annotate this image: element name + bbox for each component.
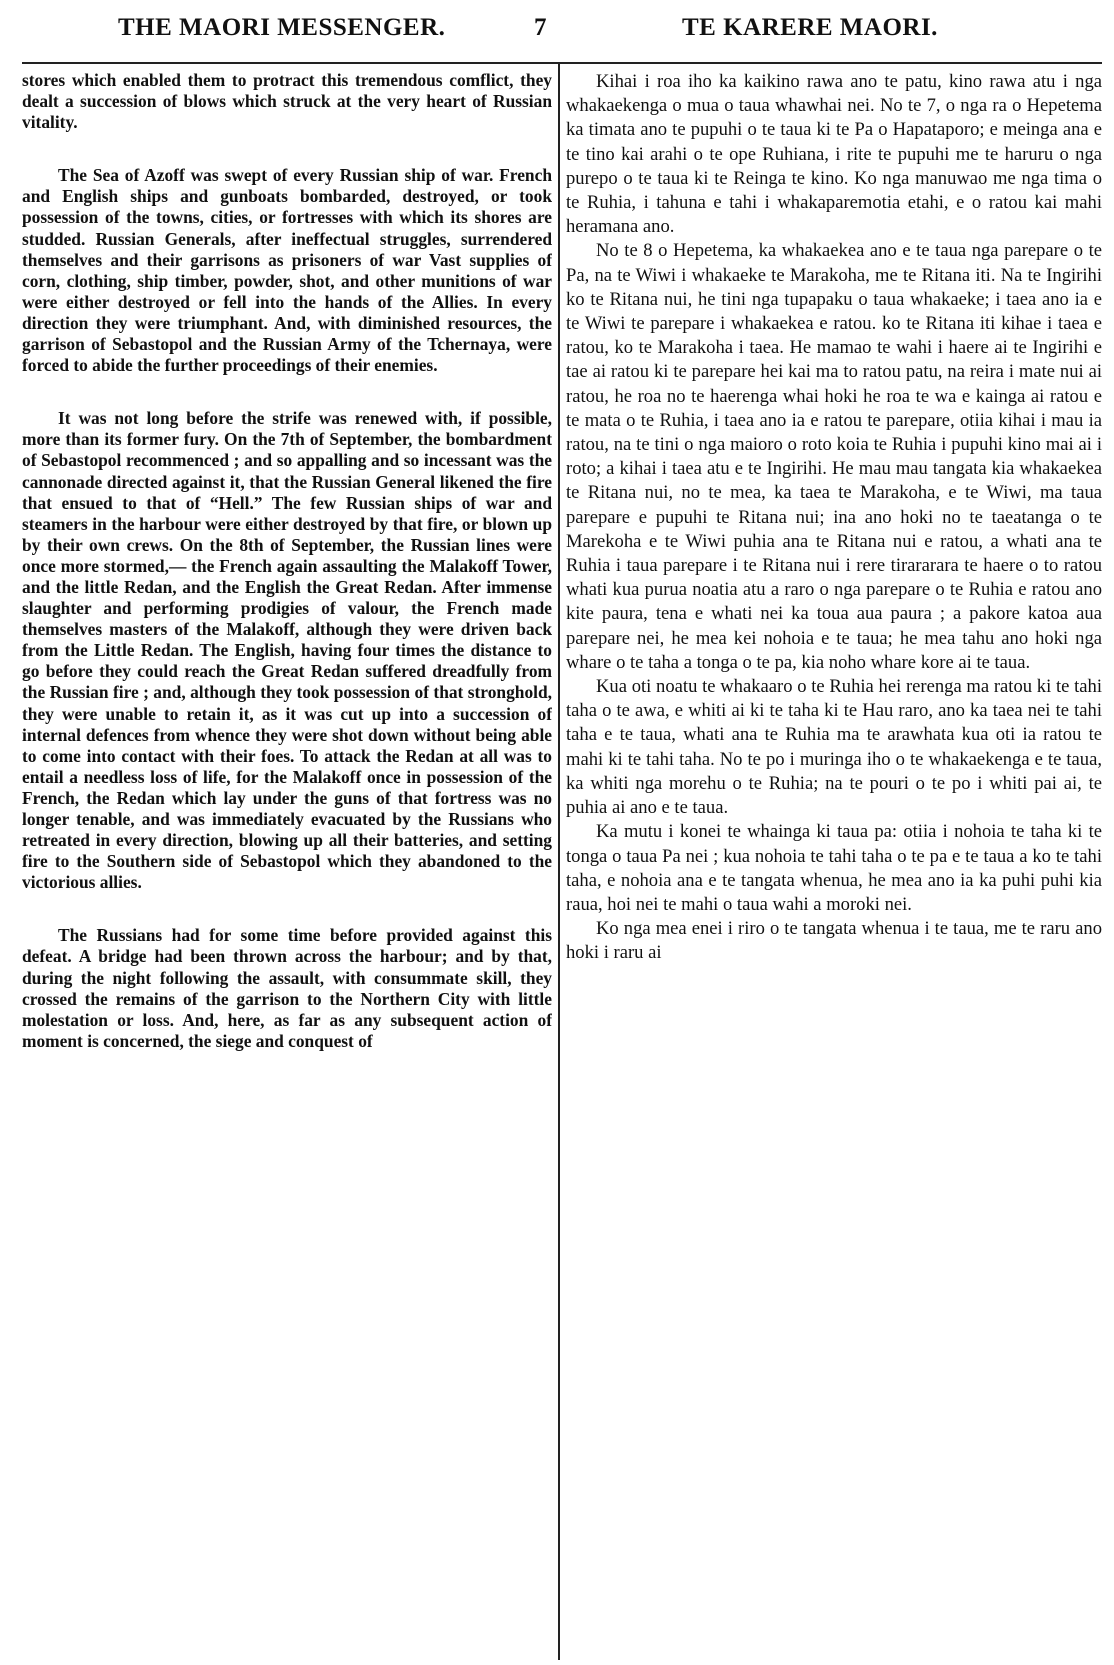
maori-paragraph-3: Kua oti noatu te whakaaro o te Ruhia hei rerenga ma ratou ki te tahi taha o te awa, e whiti ai ki te taha ki te Hau raro, ano ka taea nei te tahi taha e te taua, whati ana te Ruhia ma te arawhata kua oti ia ratou te mahi ki te tahi taha. No te po i muringa iho o te whakaekenga e te taua, ka whiti nga morehu o te Ruhia; na te pouri o te po i whiti pai ai, te puhia ai ano e te taua.: [566, 676, 1102, 819]
maori-paragraph-2: No te 8 o Hepetema, ka whakaekea ano e te taua nga parepare o te Pa, na te Wiwi i whakaeke te Marakoha, me te Ritana iti. Na te Ingirihi ko te Ritana nui, he tini nga tupapaku o taua whakaeke; i taea ano ia e te Wiwi te parepare i whakaekea e ratou. ko te Ritana iti kihae i taea e ratou, ko te Marakoha i taea. He mamao te wahi i haere ai te Ingirihi e tae ai ratou ki te parepare hei kai ma to ratou patu, na reira i mate nui ai ratou, he roa no te haerenga whai hoki he roa te wa e kainga ai ratou e te mata o te Ruhia, i taea ano ia e ratou te parepare, otiia kihai i mau ia ratou, na te tini o nga maioro o roto koia te Ruhia i pupuhi kino mai ai i roto; a kihai i taea atu e te Ingirihi. He mau mau tangata kia whakaekea te Ritana nui, no te mea, ka taea te Marakoha, e te Wiwi, ma taua parepare e pupuhi te Ritana nui; ina ano hoki no te taeatanga o te Marekoha e te Wiwi puhia ana te Ritana nui e ratou, a whati ana te Ruhia i taua parepare i te Ritana nui i rere tirararara te haere o to ratou whati kua purua noatia atu a raro o nga parepare o te Ruhia e ratou ano kite paura, tena e whati nei ka toua aua paura ; a pakore katoa aua parepare nei, he mea kei nohoia e te taua; he mea tahu ano hoki nga whare o te taha a tonga o te pa, kia noho whare kore ai te taua.: [566, 240, 1102, 673]
maori-column: [566, 70, 1102, 1660]
english-paragraph-2: The Sea of Azoff was swept of every Russian ship of war. French and English ships and gunboats bombarded, destroyed, or took possession of the towns, cities, or fortresses with which its shores are studded. Russian Generals, after ineffectual struggles, surrendered themselves and their garrisons as prisoners of war Vast supplies of corn, clothing, ship timber, powder, shot, and other munitions of war were either destroyed or fell into the hands of the Allies. In every direction they were triumphant. And, with diminished resources, the garrison of Sebastopol and the Russian Army of the Tchernaya, were forced to abide the further proceedings of their enemies.: [22, 165, 552, 376]
maori-paragraph-1: Kihai i roa iho ka kaikino rawa ano te patu, kino rawa atu i nga whakaekenga o mua o taua whawhai nei. No te 7, o nga ra o Hepetema ka timata ano te pupuhi o te taua ki te Pa o Hapataporo; e meinga ana e te tino kai arahi o te ope Ruhiana, i rite te pupuhi me te haruru o nga purepo o te taua ki te Reinga te kino. Ko nga manuwao me nga tima o te Ruhia, i tahuna e tahi i whakaparemotia etahi, e o ratou kai mahi heramana ano.: [566, 71, 1102, 238]
english-masthead: THE MAORI MESSENGER.: [118, 14, 446, 41]
column-divider: [558, 64, 560, 1660]
maori-masthead: TE KARERE MAORI.: [682, 14, 938, 41]
english-paragraph-3: It was not long before the strife was renewed with, if possible, more than its former fury. On the 7th of September, the bombardment of Sebastopol recommenced ; and so appalling and so incessant was the cannonade directed against it, that the Russian General likened the fire that ensued to that of “Hell.” The few Russian ships of war and steamers in the harbour were either destroyed by that fire, or blown up by their own crews. On the 8th of September, the Russian lines were once more stormed,— the French again assaulting the Malakoff Tower, and the little Redan, and the English the Great Redan. After immense slaughter and performing prodigies of valour, the French made themselves masters of the Malakoff, although they were driven back from the Little Redan. The English, having four times the distance to go before they could reach the Great Redan suffered dreadfully from the Russian fire ; and, although they took possession of that stronghold, they were unable to retain it, as it was cut up into a succession of internal defences from whence they were shot down without being able to come into contact with their foes. To attack the Redan at all was to entail a needless loss of life, for the Malakoff once in possession of the French, the Redan which lay under the guns of that fortress was no longer tenable, and was immediately evacuated by the Russians who retreated in every direction, blowing up all their batteries, and setting fire to the Southern side of Sebastopol which they abandoned to the victorious allies.: [22, 408, 552, 893]
maori-paragraph-4: Ka mutu i konei te whainga ki taua pa: otiia i nohoia te taha ki te tonga o taua Pa nei ; kua nohoia te tahi taha o te pa e te taua a ko te tahi taha, e nohoia ana e te tangata whenua, he mea ano ia ka puhi puhi kia raua, hoi nei te mahi o taua wahi a moroki nei.: [566, 821, 1102, 915]
page-number: 7: [534, 14, 547, 41]
english-column: [22, 70, 552, 1660]
maori-paragraph-5: Ko nga mea enei i riro o te tangata whenua i te taua, me te raru ano hoki i raru ai: [566, 918, 1102, 964]
header-rule: [22, 62, 1102, 64]
english-paragraph-4: The Russians had for some time before provided against this defeat. A bridge had been thrown across the harbour; and by that, during the night following the assault, with consummate skill, they crossed the remains of the garrison to the Northern City with little molestation or loss. And, here, as far as any subsequent action of moment is concerned, the siege and conquest of: [22, 925, 552, 1051]
page-header: [0, 14, 1114, 54]
english-paragraph-1: stores which enabled them to protract this tremendous comflict, they dealt a succession of blows which struck at the very heart of Russian vitality.: [22, 70, 552, 133]
